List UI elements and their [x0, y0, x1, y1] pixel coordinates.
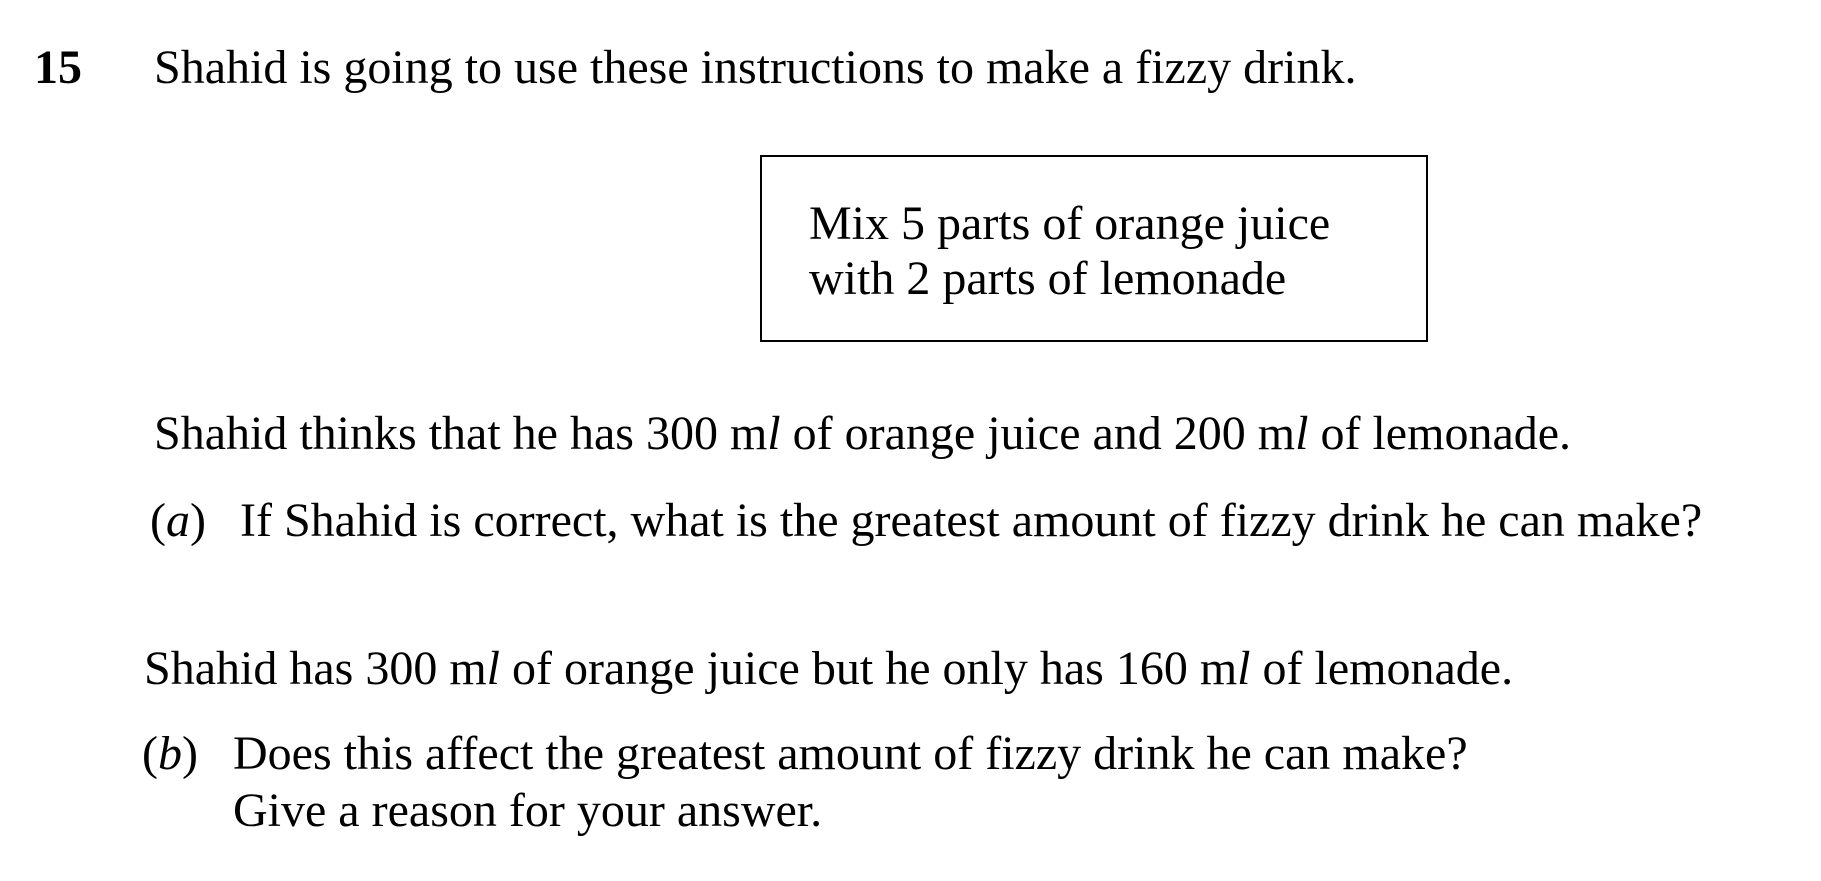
part-a-statement-text-3: of lemonade. — [1308, 407, 1572, 460]
question-intro: Shahid is going to use these instructions to make a fizzy drink. — [154, 41, 1357, 94]
part-b-statement — [144, 642, 1514, 695]
unit-litre: l — [486, 642, 500, 695]
part-a-label: (a) — [150, 494, 206, 547]
unit-litre: l — [1295, 407, 1309, 460]
part-a-statement-text-1: Shahid thinks that he has 300 m — [154, 407, 768, 460]
part-a-statement — [154, 407, 1572, 460]
instruction-box — [760, 155, 1428, 342]
part-a-statement-text-2: of orange juice and 200 m — [780, 407, 1296, 460]
part-b-statement-text-2: of orange juice but he only has 160 m — [500, 642, 1238, 695]
part-b-label: (b) — [142, 727, 198, 780]
instruction-line-1: Mix 5 parts of orange juice — [809, 197, 1331, 250]
part-a-question: If Shahid is correct, what is the greatest amount of fizzy drink he can make? — [240, 494, 1703, 547]
part-b-statement-text-3: of lemonade. — [1250, 642, 1514, 695]
unit-litre: l — [1237, 642, 1251, 695]
part-b-question-line-1: Does this affect the greatest amount of fizzy drink he can make? — [233, 727, 1468, 780]
part-b-question-line-2: Give a reason for your answer. — [233, 784, 823, 837]
question-number: 15 — [34, 41, 82, 94]
instruction-line-2: with 2 parts of lemonade — [809, 252, 1287, 305]
part-b-statement-text-1: Shahid has 300 m — [144, 642, 487, 695]
unit-litre: l — [767, 407, 781, 460]
